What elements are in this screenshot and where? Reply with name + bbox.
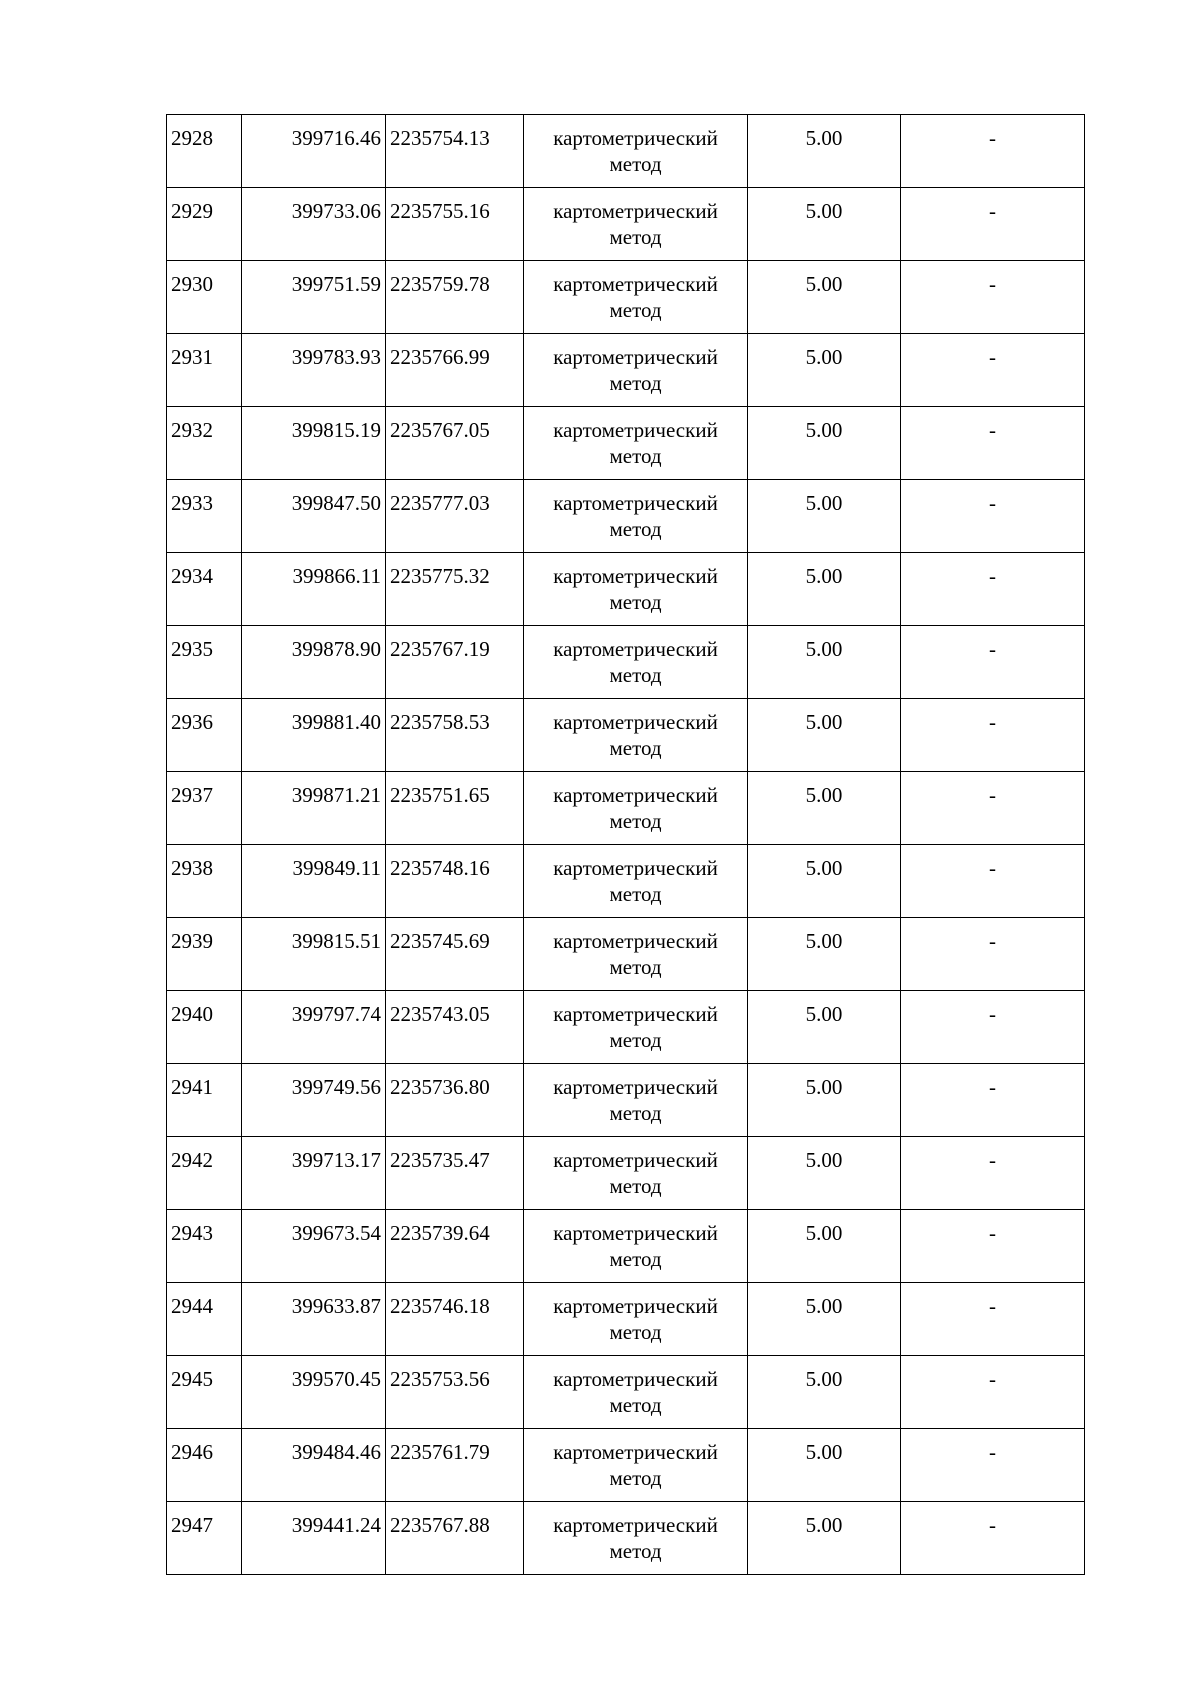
- method-cell: картометрический метод: [524, 261, 748, 334]
- method-cell: картометрический метод: [524, 626, 748, 699]
- x-coordinate-cell: 399484.46: [242, 1429, 386, 1502]
- y-coordinate-cell: 2235767.05: [386, 407, 524, 480]
- table-row: [167, 407, 1085, 480]
- description-cell: -: [901, 772, 1085, 845]
- y-coordinate-cell: 2235766.99: [386, 334, 524, 407]
- accuracy-cell: 5.00: [748, 1064, 901, 1137]
- point-number-cell: 2940: [167, 991, 242, 1064]
- point-number-cell: 2935: [167, 626, 242, 699]
- point-number-cell: 2932: [167, 407, 242, 480]
- table-row: [167, 1429, 1085, 1502]
- method-cell: картометрический метод: [524, 1502, 748, 1575]
- y-coordinate-cell: 2235754.13: [386, 115, 524, 188]
- description-cell: -: [901, 1210, 1085, 1283]
- point-number-cell: 2928: [167, 115, 242, 188]
- description-cell: -: [901, 918, 1085, 991]
- point-number-cell: 2944: [167, 1283, 242, 1356]
- accuracy-cell: 5.00: [748, 1429, 901, 1502]
- description-cell: -: [901, 188, 1085, 261]
- description-cell: -: [901, 1356, 1085, 1429]
- y-coordinate-cell: 2235759.78: [386, 261, 524, 334]
- table-row: [167, 480, 1085, 553]
- description-cell: -: [901, 1137, 1085, 1210]
- description-cell: -: [901, 1502, 1085, 1575]
- x-coordinate-cell: 399878.90: [242, 626, 386, 699]
- method-cell: картометрический метод: [524, 1283, 748, 1356]
- description-cell: -: [901, 334, 1085, 407]
- accuracy-cell: 5.00: [748, 845, 901, 918]
- table-row: [167, 1502, 1085, 1575]
- method-cell: картометрический метод: [524, 407, 748, 480]
- y-coordinate-cell: 2235767.88: [386, 1502, 524, 1575]
- table-body: [167, 115, 1085, 1575]
- y-coordinate-cell: 2235736.80: [386, 1064, 524, 1137]
- method-cell: картометрический метод: [524, 334, 748, 407]
- x-coordinate-cell: 399713.17: [242, 1137, 386, 1210]
- accuracy-cell: 5.00: [748, 480, 901, 553]
- table-row: [167, 553, 1085, 626]
- accuracy-cell: 5.00: [748, 1502, 901, 1575]
- y-coordinate-cell: 2235735.47: [386, 1137, 524, 1210]
- y-coordinate-cell: 2235753.56: [386, 1356, 524, 1429]
- accuracy-cell: 5.00: [748, 553, 901, 626]
- coordinates-table: [166, 114, 1085, 1575]
- description-cell: -: [901, 845, 1085, 918]
- accuracy-cell: 5.00: [748, 699, 901, 772]
- table-row: [167, 115, 1085, 188]
- table-row: [167, 991, 1085, 1064]
- y-coordinate-cell: 2235745.69: [386, 918, 524, 991]
- x-coordinate-cell: 399849.11: [242, 845, 386, 918]
- description-cell: -: [901, 1064, 1085, 1137]
- y-coordinate-cell: 2235739.64: [386, 1210, 524, 1283]
- table-row: [167, 699, 1085, 772]
- method-cell: картометрический метод: [524, 1137, 748, 1210]
- accuracy-cell: 5.00: [748, 772, 901, 845]
- method-cell: картометрический метод: [524, 1210, 748, 1283]
- point-number-cell: 2931: [167, 334, 242, 407]
- table-row: [167, 1356, 1085, 1429]
- point-number-cell: 2943: [167, 1210, 242, 1283]
- description-cell: -: [901, 1283, 1085, 1356]
- x-coordinate-cell: 399716.46: [242, 115, 386, 188]
- x-coordinate-cell: 399570.45: [242, 1356, 386, 1429]
- table-row: [167, 772, 1085, 845]
- table-row: [167, 918, 1085, 991]
- table-row: [167, 1064, 1085, 1137]
- description-cell: -: [901, 699, 1085, 772]
- table-row: [167, 1210, 1085, 1283]
- accuracy-cell: 5.00: [748, 1210, 901, 1283]
- accuracy-cell: 5.00: [748, 334, 901, 407]
- x-coordinate-cell: 399866.11: [242, 553, 386, 626]
- point-number-cell: 2930: [167, 261, 242, 334]
- table-row: [167, 334, 1085, 407]
- table-row: [167, 626, 1085, 699]
- point-number-cell: 2942: [167, 1137, 242, 1210]
- table-row: [167, 188, 1085, 261]
- x-coordinate-cell: 399815.51: [242, 918, 386, 991]
- description-cell: -: [901, 480, 1085, 553]
- point-number-cell: 2939: [167, 918, 242, 991]
- description-cell: -: [901, 261, 1085, 334]
- method-cell: картометрический метод: [524, 553, 748, 626]
- method-cell: картометрический метод: [524, 772, 748, 845]
- description-cell: -: [901, 1429, 1085, 1502]
- description-cell: -: [901, 407, 1085, 480]
- x-coordinate-cell: 399441.24: [242, 1502, 386, 1575]
- x-coordinate-cell: 399751.59: [242, 261, 386, 334]
- y-coordinate-cell: 2235748.16: [386, 845, 524, 918]
- point-number-cell: 2936: [167, 699, 242, 772]
- method-cell: картометрический метод: [524, 991, 748, 1064]
- y-coordinate-cell: 2235761.79: [386, 1429, 524, 1502]
- table-row: [167, 1137, 1085, 1210]
- x-coordinate-cell: 399815.19: [242, 407, 386, 480]
- x-coordinate-cell: 399733.06: [242, 188, 386, 261]
- method-cell: картометрический метод: [524, 188, 748, 261]
- point-number-cell: 2941: [167, 1064, 242, 1137]
- accuracy-cell: 5.00: [748, 261, 901, 334]
- x-coordinate-cell: 399749.56: [242, 1064, 386, 1137]
- description-cell: -: [901, 553, 1085, 626]
- point-number-cell: 2929: [167, 188, 242, 261]
- x-coordinate-cell: 399633.87: [242, 1283, 386, 1356]
- accuracy-cell: 5.00: [748, 626, 901, 699]
- accuracy-cell: 5.00: [748, 1137, 901, 1210]
- table-row: [167, 845, 1085, 918]
- point-number-cell: 2946: [167, 1429, 242, 1502]
- method-cell: картометрический метод: [524, 699, 748, 772]
- method-cell: картометрический метод: [524, 845, 748, 918]
- accuracy-cell: 5.00: [748, 1283, 901, 1356]
- x-coordinate-cell: 399673.54: [242, 1210, 386, 1283]
- method-cell: картометрический метод: [524, 480, 748, 553]
- point-number-cell: 2934: [167, 553, 242, 626]
- y-coordinate-cell: 2235743.05: [386, 991, 524, 1064]
- x-coordinate-cell: 399847.50: [242, 480, 386, 553]
- point-number-cell: 2947: [167, 1502, 242, 1575]
- method-cell: картометрический метод: [524, 1429, 748, 1502]
- x-coordinate-cell: 399881.40: [242, 699, 386, 772]
- method-cell: картометрический метод: [524, 918, 748, 991]
- description-cell: -: [901, 991, 1085, 1064]
- point-number-cell: 2937: [167, 772, 242, 845]
- y-coordinate-cell: 2235775.32: [386, 553, 524, 626]
- accuracy-cell: 5.00: [748, 115, 901, 188]
- x-coordinate-cell: 399783.93: [242, 334, 386, 407]
- y-coordinate-cell: 2235777.03: [386, 480, 524, 553]
- point-number-cell: 2938: [167, 845, 242, 918]
- accuracy-cell: 5.00: [748, 918, 901, 991]
- accuracy-cell: 5.00: [748, 991, 901, 1064]
- method-cell: картометрический метод: [524, 1356, 748, 1429]
- y-coordinate-cell: 2235751.65: [386, 772, 524, 845]
- method-cell: картометрический метод: [524, 115, 748, 188]
- y-coordinate-cell: 2235758.53: [386, 699, 524, 772]
- accuracy-cell: 5.00: [748, 407, 901, 480]
- x-coordinate-cell: 399797.74: [242, 991, 386, 1064]
- accuracy-cell: 5.00: [748, 188, 901, 261]
- x-coordinate-cell: 399871.21: [242, 772, 386, 845]
- method-cell: картометрический метод: [524, 1064, 748, 1137]
- accuracy-cell: 5.00: [748, 1356, 901, 1429]
- y-coordinate-cell: 2235746.18: [386, 1283, 524, 1356]
- table-row: [167, 261, 1085, 334]
- y-coordinate-cell: 2235767.19: [386, 626, 524, 699]
- point-number-cell: 2945: [167, 1356, 242, 1429]
- description-cell: -: [901, 626, 1085, 699]
- table-row: [167, 1283, 1085, 1356]
- description-cell: -: [901, 115, 1085, 188]
- point-number-cell: 2933: [167, 480, 242, 553]
- y-coordinate-cell: 2235755.16: [386, 188, 524, 261]
